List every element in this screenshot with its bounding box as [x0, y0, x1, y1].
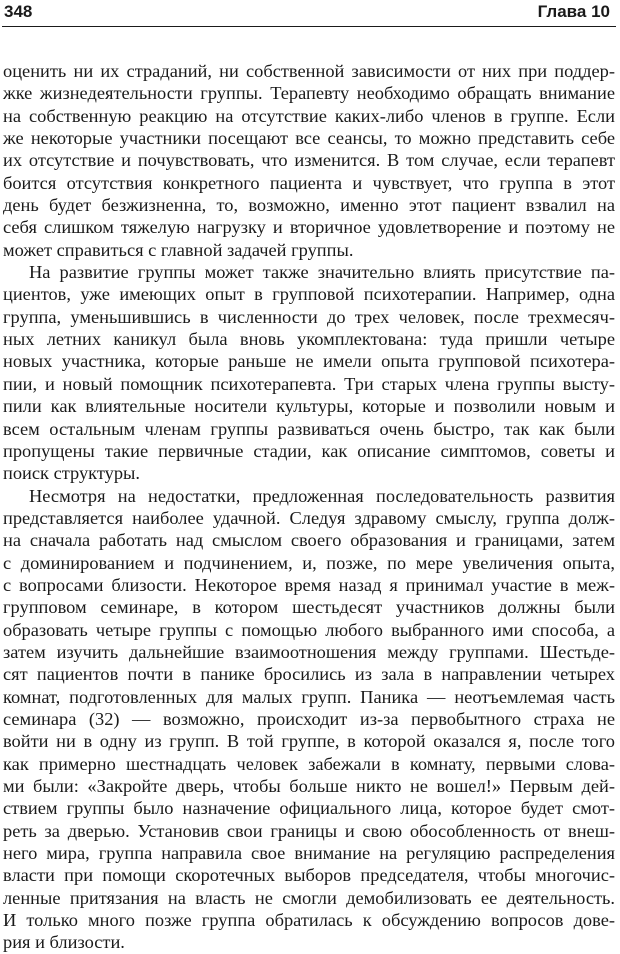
paragraph — [3, 485, 615, 954]
text-line: их отсутствие и почувствовать, что изменится. В том случае, если терапевт — [3, 150, 615, 171]
text-line: как примерно шестнадцать человек забежали в комнату, первыми слова- — [3, 753, 615, 774]
page-number: 348 — [4, 2, 33, 21]
header-rule — [2, 26, 616, 27]
text-line: оценить ни их страданий, ни собственной зависимости от них при поддер- — [3, 61, 615, 81]
text-line: затем изучить дальнейшие взаимоотношения между группами. Шестьде- — [3, 641, 615, 662]
paragraph — [3, 261, 615, 484]
text-line: пропущены такие первичные стадии, как описание симптомов, советы и — [3, 440, 615, 461]
paragraph — [3, 60, 615, 261]
text-line: на собственную реакцию на отсутствие каких-либо членов в группе. Если — [3, 105, 615, 126]
text-line: власти при помощи скоротечных выборов председателя, чтобы многочис- — [3, 865, 615, 886]
text-line: может справиться с главной задачей группы. — [3, 239, 354, 260]
text-line: всем остальным членам группы развиваться очень быстро, так как были — [3, 418, 615, 439]
text-line: реть за дверью. Установив свои границы и свою обособленность от внеш- — [3, 820, 615, 841]
text-line: Несмотря на недостатки, предложенная последовательность развития — [29, 485, 615, 506]
text-line: пили как влиятельные носители культуры, которые и позволили новым и — [3, 396, 615, 417]
text-line: И только много позже группа обратилась к обсуждению вопросов дове- — [3, 910, 615, 931]
body-text — [3, 60, 615, 954]
text-line: групповом семинаре, в котором шестьдесят участников должны были — [3, 597, 615, 618]
text-line: новых участника, которые раньше не имели опыта групповой психотера- — [3, 351, 615, 372]
text-line: на сначала работать над смыслом своего образования и границами, затем — [3, 530, 615, 551]
text-line: ствием группы было назначение официального лица, которое будет смот- — [3, 798, 615, 819]
text-line: войти ни в одну из групп. В той группе, в которой оказался я, после того — [3, 731, 615, 752]
text-line: с вопросами близости. Некоторое время назад я принимал участие в меж- — [3, 574, 615, 595]
text-line: рия и близости. — [3, 932, 125, 953]
text-line: циентов, уже имеющих опыт в групповой психотерапии. Например, одна — [3, 284, 615, 305]
text-line: семинара (32) — возможно, происходит из-за первобытного страха не — [3, 708, 615, 729]
text-line: сят пациентов почти в панике бросились из зала в направлении четырех — [3, 664, 615, 685]
text-line: с доминированием и подчинением, и, позже, по мере увеличения опыта, — [3, 552, 615, 573]
text-line: ленные притязания на власть не смогли демобилизовать ее деятельность. — [3, 887, 615, 908]
text-line: ми были: «Закройте дверь, чтобы больше никто не вошел!» Первым дей- — [3, 776, 615, 796]
text-line: день будет безжизненна, то, возможно, именно этот пациент взвалил на — [3, 195, 615, 216]
running-head — [2, 0, 616, 30]
text-line: пии, и новый помощник психотерапевта. Три старых члена группы высту- — [3, 373, 615, 394]
chapter-title: Глава 10 — [537, 2, 610, 21]
text-line: жке жизнедеятельности группы. Терапевту необходимо обращать внимание — [3, 83, 615, 104]
text-line: поиск структуры. — [3, 463, 140, 484]
text-line: себя слишком тяжелую нагрузку и вторичное удовлетворение и поэтому не — [3, 217, 615, 238]
text-line: ных летних каникул была вновь укомплектована: туда пришли четыре — [3, 329, 615, 350]
text-line: представляется наиболее удачной. Следуя здравому смыслу, группа долж- — [3, 507, 615, 528]
text-line: образовать четыре группы с помощью любого выбранного ими способа, а — [3, 619, 615, 640]
text-line: него мира, группа направила свое внимание на регуляцию распределения — [3, 843, 615, 864]
text-line: группа, уменьшившись в численности до трех человек, после трехмесяч- — [3, 306, 615, 327]
text-line: комнат, подготовленных для малых групп. Паника — неотъемлемая часть — [3, 686, 615, 707]
text-line: На развитие группы может также значительно влиять присутствие па- — [29, 262, 615, 283]
text-line: же некоторые участники посещают все сеансы, то можно представить себе — [3, 128, 615, 149]
text-line: боится отсутствия конкретного пациента и чувствует, что группа в этот — [3, 172, 615, 193]
